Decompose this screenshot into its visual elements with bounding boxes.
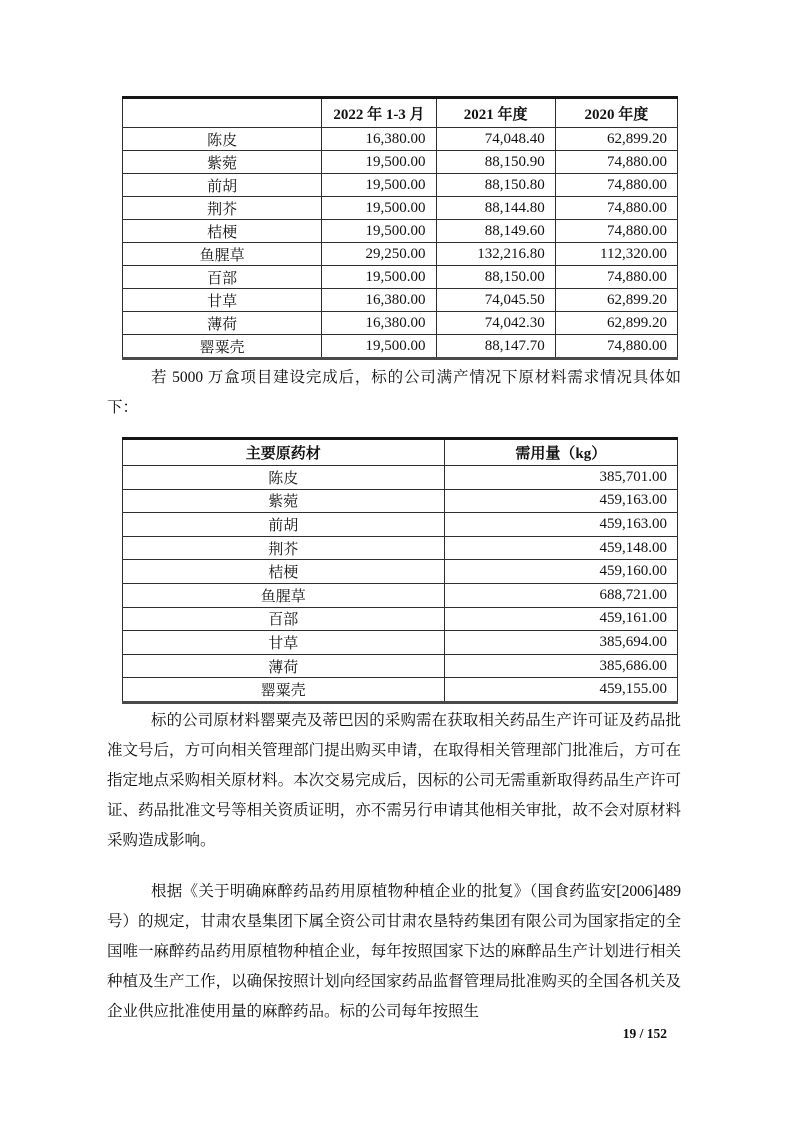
header-2022-q1: 2022 年 1-3 月	[322, 98, 436, 128]
material-label: 百部	[123, 266, 322, 289]
table-row	[123, 560, 678, 584]
material-label: 百部	[123, 607, 445, 631]
value-2020: 62,899.20	[555, 312, 677, 335]
material-label: 陈皮	[123, 128, 322, 151]
table-row	[123, 678, 678, 703]
table-row	[123, 607, 678, 631]
material-label: 薄荷	[123, 654, 445, 678]
material-label: 桔梗	[123, 220, 322, 243]
demand-value: 459,161.00	[444, 607, 677, 631]
demand-value: 459,163.00	[444, 489, 677, 513]
value-2021: 88,147.70	[436, 335, 555, 359]
material-label: 鱼腥草	[123, 583, 445, 607]
value-2021: 88,149.60	[436, 220, 555, 243]
value-2021: 74,048.40	[436, 128, 555, 151]
value-2020: 74,880.00	[555, 335, 677, 359]
full-capacity-demand-table	[122, 437, 678, 704]
header-2021: 2021 年度	[436, 98, 555, 128]
demand-value: 459,160.00	[444, 560, 677, 584]
material-label: 桔梗	[123, 560, 445, 584]
value-2021: 74,045.50	[436, 289, 555, 312]
value-2020: 62,899.20	[555, 128, 677, 151]
material-label: 陈皮	[123, 466, 445, 490]
material-label: 荆芥	[123, 197, 322, 220]
page-number: 19 / 152	[622, 1026, 667, 1041]
table-row	[123, 466, 678, 490]
demand-value: 688,721.00	[444, 583, 677, 607]
header-material: 主要原药材	[123, 439, 445, 466]
table-row	[123, 220, 678, 243]
value-2020: 112,320.00	[555, 243, 677, 266]
table-row	[123, 513, 678, 537]
table-row	[123, 489, 678, 513]
value-2022q1: 16,380.00	[322, 128, 436, 151]
material-label: 鱼腥草	[123, 243, 322, 266]
value-2022q1: 19,500.00	[322, 174, 436, 197]
demand-value: 385,686.00	[444, 654, 677, 678]
table-row	[123, 654, 678, 678]
header-demand-kg: 需用量（kg）	[444, 439, 677, 466]
value-2020: 74,880.00	[555, 197, 677, 220]
value-2022q1: 16,380.00	[322, 289, 436, 312]
historical-usage-table	[122, 96, 678, 360]
table-row	[123, 289, 678, 312]
value-2020: 74,880.00	[555, 220, 677, 243]
value-2021: 88,144.80	[436, 197, 555, 220]
table-row	[123, 583, 678, 607]
value-2022q1: 19,500.00	[322, 220, 436, 243]
material-label: 前胡	[123, 513, 445, 537]
value-2021: 132,216.80	[436, 243, 555, 266]
demand-value: 385,694.00	[444, 631, 677, 655]
table-row	[123, 266, 678, 289]
value-2022q1: 19,500.00	[322, 266, 436, 289]
material-label: 前胡	[123, 174, 322, 197]
value-2022q1: 19,500.00	[322, 151, 436, 174]
table-header-row	[123, 439, 678, 466]
value-2021: 88,150.80	[436, 174, 555, 197]
material-label: 罂粟壳	[123, 335, 322, 359]
value-2022q1: 16,380.00	[322, 312, 436, 335]
value-2022q1: 19,500.00	[322, 197, 436, 220]
material-label: 荆芥	[123, 536, 445, 560]
value-2020: 74,880.00	[555, 151, 677, 174]
value-2020: 74,880.00	[555, 266, 677, 289]
material-label: 甘草	[123, 289, 322, 312]
value-2021: 88,150.90	[436, 151, 555, 174]
material-label: 紫菀	[123, 489, 445, 513]
demand-value: 385,701.00	[444, 466, 677, 490]
value-2022q1: 29,250.00	[322, 243, 436, 266]
intro-paragraph: 若 5000 万盒项目建设完成后，标的公司满产情况下原材料需求情况具体如下：	[107, 369, 681, 416]
material-label: 罂粟壳	[123, 678, 445, 703]
table-row	[123, 335, 678, 359]
value-2022q1: 19,500.00	[322, 335, 436, 359]
table-row	[123, 243, 678, 266]
value-2020: 62,899.20	[555, 289, 677, 312]
table-row	[123, 312, 678, 335]
demand-value: 459,148.00	[444, 536, 677, 560]
table-row	[123, 151, 678, 174]
value-2021: 88,150.00	[436, 266, 555, 289]
demand-value: 459,155.00	[444, 678, 677, 703]
table-row	[123, 631, 678, 655]
table-row	[123, 128, 678, 151]
value-2021: 74,042.30	[436, 312, 555, 335]
material-label: 紫菀	[123, 151, 322, 174]
value-2020: 74,880.00	[555, 174, 677, 197]
header-2020: 2020 年度	[555, 98, 677, 128]
regulation-paragraph: 根据《关于明确麻醉药品药用原植物种植企业的批复》（国食药监安[2006]489 号）的规定，甘肃农垦集团下属全资公司甘肃农垦特药集团有限公司为国家指定的全国唯一麻醉药品药用原植物种植企业，每年按照国家下达的麻醉品生产计划进行相关种植及生产工作，以确保按照计划向经国家药品监督管理局批准购买的全国各机关及企业供应批准使用量的麻醉药品。标的公司每年按照生	[107, 883, 681, 1020]
table-row	[123, 536, 678, 560]
header-empty	[123, 98, 322, 128]
table-row	[123, 197, 678, 220]
material-label: 薄荷	[123, 312, 322, 335]
demand-value: 459,163.00	[444, 513, 677, 537]
table-header-row	[123, 98, 678, 128]
material-label: 甘草	[123, 631, 445, 655]
procurement-paragraph: 标的公司原材料罂粟壳及蒂巴因的采购需在获取相关药品生产许可证及药品批准文号后，方可向相关管理部门提出购买申请，在取得相关管理部门批准后，方可在指定地点采购相关原材料。本次交易完成后，因标的公司无需重新取得药品生产许可证、药品批准文号等相关资质证明，亦不需另行申请其他相关审批，故不会对原材料采购造成影响。	[107, 712, 681, 849]
table-row	[123, 174, 678, 197]
